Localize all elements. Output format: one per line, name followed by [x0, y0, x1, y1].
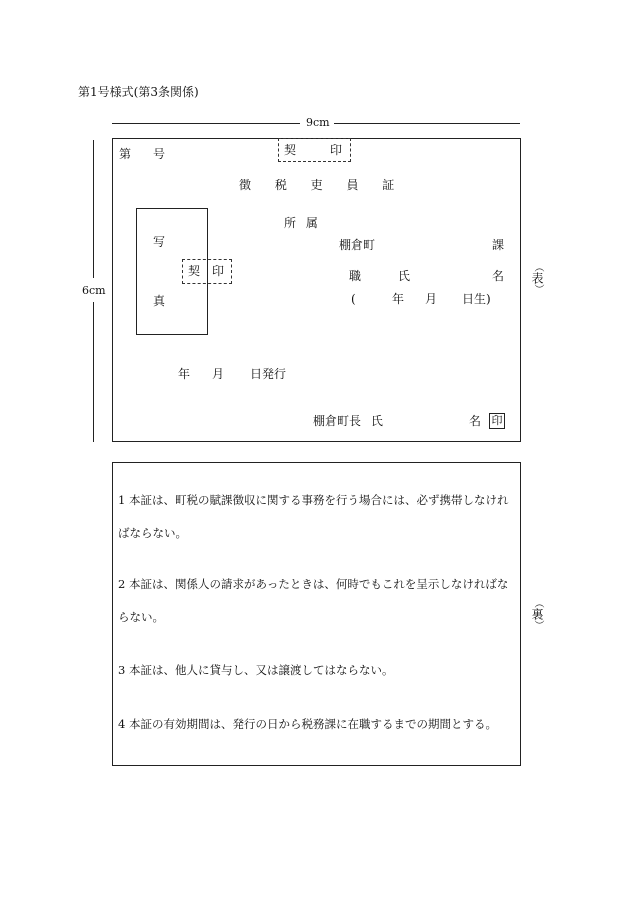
mayor-name-label: 名 — [469, 414, 482, 428]
back-side-paren-close: ︶ — [532, 620, 543, 630]
front-side-label — [531, 262, 543, 294]
front-side-text: 表 — [530, 272, 544, 284]
name-label-shi: 氏 — [398, 269, 411, 283]
width-dimension-line-right — [334, 123, 520, 124]
number-label-go: 号 — [153, 147, 166, 161]
birth-month: 月 — [425, 292, 438, 306]
back-note-2: 2 本証は、関係人の請求があったときは、何時でもこれを呈示しなければならない。 — [118, 577, 509, 624]
back-note-1: 1 本証は、町税の賦課徴収に関する事務を行う場合には、必ず携帯しなければならない。 — [118, 493, 509, 540]
name-label-mei: 名 — [492, 269, 505, 283]
tally-seal-top-right: 印 — [330, 143, 343, 157]
width-dimension-label: 9cm — [306, 116, 330, 129]
card-title: 徴 税 吏 員 証 — [239, 178, 395, 192]
height-dimension-line-bottom — [93, 302, 94, 442]
issue-year: 年 — [178, 367, 191, 381]
back-note-4: 4 本証の有効期間は、発行の日から税務課に在職するまでの期間とする。 — [118, 717, 497, 731]
back-side-paren-open: ︵ — [532, 598, 543, 608]
tally-seal-photo-right: 印 — [212, 264, 225, 278]
mayor-seal: 印 — [489, 413, 505, 429]
tally-seal-top-left: 契 — [284, 143, 297, 157]
front-side-paren-close: ︶ — [532, 284, 543, 294]
mayor-title: 棚倉町長 氏 — [313, 414, 383, 428]
back-note-3: 3 本証は、他人に貸与し、又は譲渡してはならない。 — [118, 663, 394, 677]
birth-year: 年 — [392, 292, 405, 306]
section-label: 課 — [492, 238, 505, 252]
birth-open-paren: ( — [351, 292, 356, 306]
height-dimension-line-top — [93, 140, 94, 278]
height-dimension-label: 6cm — [82, 284, 106, 297]
width-dimension-line-left — [112, 123, 300, 124]
form-title: 第1号様式(第3条関係) — [78, 85, 199, 99]
number-label-dai: 第 — [119, 147, 132, 161]
affiliation-label: 所 属 — [284, 216, 318, 230]
back-side-label — [531, 598, 543, 630]
tally-seal-photo-left: 契 — [188, 264, 201, 278]
birth-day: 日生) — [462, 292, 491, 306]
issue-month: 月 — [212, 367, 225, 381]
issue-day: 日発行 — [250, 367, 287, 381]
photo-label-bottom: 真 — [153, 294, 166, 308]
back-side-text: 裏 — [530, 608, 544, 620]
front-side-paren-open: ︵ — [532, 262, 543, 272]
position-label: 職 — [349, 269, 362, 283]
photo-label-top: 写 — [153, 235, 166, 249]
town-name: 棚倉町 — [339, 238, 376, 252]
